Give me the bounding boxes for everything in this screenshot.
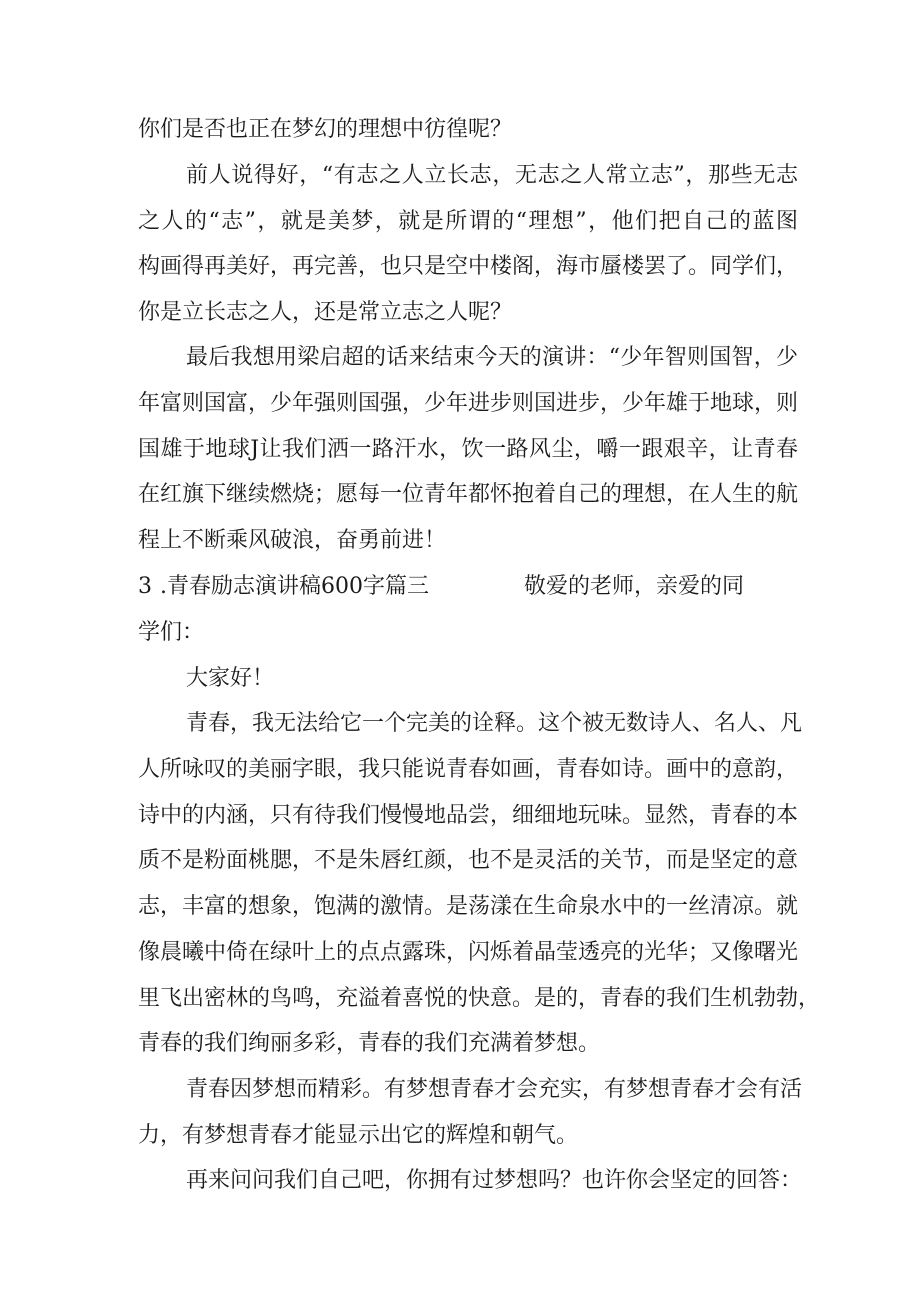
text-line: 年富则国富，少年强则国强，少年进步则国进步，少年雄于地球，则 bbox=[138, 391, 799, 416]
text-line: 前人说得好，“有志之人立长志，无志之人常立志”，那些无志 bbox=[186, 163, 798, 188]
text-line: 里飞出密林的鸟鸣，充溢着喜悦的快意。是的，青春的我们生机勃勃， bbox=[138, 986, 821, 1011]
salutation-start: 敬爱的老师，亲爱的同 bbox=[524, 574, 745, 599]
text-line: 你们是否也正在梦幻的理想中彷徨呢？ bbox=[138, 117, 513, 142]
text-line: 国雄于地球J让我们洒一路汗水，饮一路风尘，嚼一跟艰辛，让青春 bbox=[138, 437, 798, 462]
text-line: 诗中的内涵，只有待我们慢慢地品尝，细细地玩味。显然，青春的本 bbox=[138, 803, 799, 828]
text-line: 青春的我们绚丽多彩，青春的我们充满着梦想。 bbox=[138, 1031, 601, 1056]
text-line: 构画得再美好，再完善，也只是空中楼阁，海市蜃楼罢了。同学们， bbox=[138, 254, 799, 279]
text-line: 青春，我无法给它一个完美的诠释。这个被无数诗人、名人、凡 bbox=[186, 711, 803, 736]
text-line: 你是立长志之人，还是常立志之人呢？ bbox=[138, 300, 513, 325]
text-line: 学们： bbox=[138, 620, 205, 645]
text-line: 在红旗下继续燃烧；愿每一位青年都怀抱着自己的理想，在人生的航 bbox=[138, 482, 799, 507]
text-line: 志，丰富的想象，饱满的激情。是荡漾在生命泉水中的一丝清凉。就 bbox=[138, 894, 799, 919]
text-line: 青春因梦想而精彩。有梦想青春才会充实，有梦想青春才会有活 bbox=[186, 1077, 803, 1102]
text-line: 再来问问我们自己吧，你拥有过梦想吗？也许你会坚定的回答： bbox=[186, 1168, 803, 1193]
text-line: 人所咏叹的美丽字眼，我只能说青春如画，青春如诗。画中的意韵， bbox=[138, 757, 799, 782]
text-line: 程上不断乘风破浪，奋勇前进！ bbox=[138, 528, 447, 553]
text-line: 最后我想用梁启超的话来结束今天的演讲：“少年智则国智，少 bbox=[186, 345, 798, 370]
text-line: 力，有梦想青春才能显示出它的辉煌和朝气。 bbox=[138, 1123, 579, 1148]
greeting: 大家好！ bbox=[186, 666, 275, 691]
section-number: 3 bbox=[138, 574, 152, 599]
section-title: .青春励志演讲稿600字篇三 bbox=[160, 574, 429, 599]
text-line: 像晨曦中倚在绿叶上的点点露珠，闪烁着晶莹透亮的光华；又像曙光 bbox=[138, 940, 799, 965]
text-line: 质不是粉面桃腮，不是朱唇红颜，也不是灵活的关节，而是坚定的意 bbox=[138, 848, 799, 873]
text-line: 之人的“志”，就是美梦，就是所谓的“理想”，他们把自己的蓝图 bbox=[138, 209, 798, 234]
